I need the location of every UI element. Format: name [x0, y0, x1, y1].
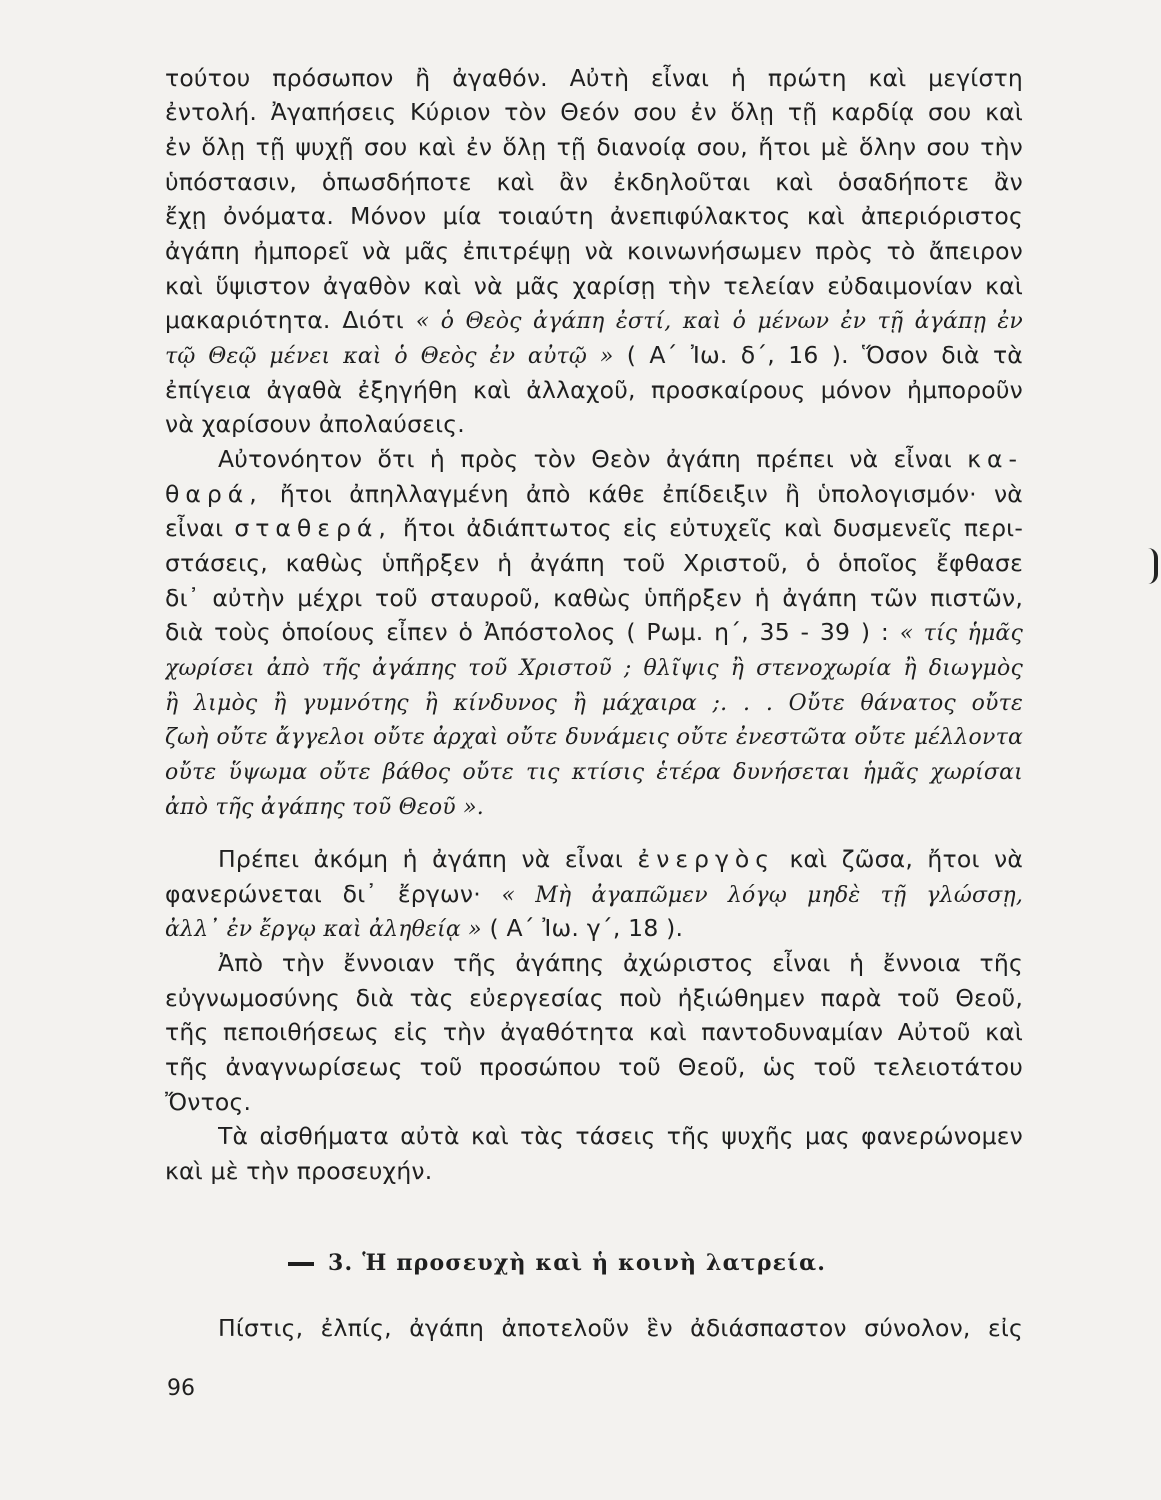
text-line: νὰ χαρίσουν ἀπολαύσεις.	[165, 410, 465, 438]
text-line: φανερώνεται δι᾽ ἔργων· « Μὴ ἀγαπῶμεν λόγῳ μηδὲ τῇ γλώσσῃ,	[165, 880, 1023, 908]
text-line	[165, 686, 1023, 718]
text-line: τῷ Θεῷ μένει καὶ ὁ Θεὸς ἐν αὐτῷ » ( Α΄ Ἰω. δ΄, 16 ). Ὅσον διὰ τὰ	[165, 341, 1023, 369]
text-line	[165, 755, 1023, 787]
paragraph-start: Τὰ αἰσθήματα αὐτὰ καὶ τὰς τάσεις τῆς ψυχῆς μας φανερώνομεν	[218, 1122, 1023, 1150]
scripture-quote: χωρίσει ἀπὸ τῆς ἀγάπης τοῦ Χριστοῦ ; θλῖψις ἢ στενοχωρία ἢ διωγμὸς	[165, 656, 1023, 681]
scripture-quote: ἀλλ᾽ ἐν ἔργῳ καὶ ἀληθείᾳ »	[165, 917, 482, 942]
text-line: ἀγάπη ἠμπορεῖ νὰ μᾶς ἐπιτρέψῃ νὰ κοινωνήσωμεν πρὸς τὸ ἄπειρον	[165, 237, 1023, 265]
scripture-quote: « τίς ἡμᾶς	[899, 621, 1023, 646]
spaced-emphasis: σταθερά,	[234, 514, 392, 542]
dash-mark	[288, 1262, 314, 1266]
text-line	[165, 651, 1023, 683]
page-number: 96	[167, 1376, 195, 1401]
spaced-emphasis: ἐνεργὸς	[637, 845, 776, 873]
text-line: διὰ τοὺς ὁποίους εἶπεν ὁ Ἀπόστολος ( Ρωμ. η΄, 35 - 39 ) : « τίς ἡμᾶς	[165, 618, 1023, 646]
scripture-quote: ἢ λιμὸς ἢ γυμνότης ἢ κίνδυνος ἢ μάχαιρα ;. . . Οὔτε θάνατος οὔτε	[165, 691, 1023, 716]
scripture-quote: τῷ Θεῷ μένει καὶ ὁ Θεὸς ἐν αὐτῷ »	[165, 344, 614, 369]
text-line: καὶ μὲ τὴν προσευχήν.	[165, 1157, 433, 1185]
text-line: Ὄντος.	[165, 1088, 252, 1116]
scripture-quote: « Μὴ ἀγαπῶμεν λόγῳ μηδὲ τῇ γλώσσῃ,	[501, 883, 1023, 908]
paragraph-start: Ἀπὸ τὴν ἔννοιαν τῆς ἀγάπης ἀχώριστος εἶναι ἡ ἔννοια τῆς	[218, 949, 1023, 977]
scripture-quote: ἀπὸ τῆς ἀγάπης τοῦ Θεοῦ ».	[165, 795, 484, 820]
text-line: ἐντολή. Ἀγαπήσεις Κύριον τὸν Θεόν σου ἐν ὅλῃ τῇ καρδίᾳ σου καὶ	[165, 98, 1023, 126]
paragraph-start: Πίστις, ἐλπίς, ἀγάπη ἀποτελοῦν ἓν ἀδιάσπαστον σύνολον, εἰς	[218, 1314, 1023, 1342]
text-line: τῆς πεποιθήσεως εἰς τὴν ἀγαθότητα καὶ παντοδυναμίαν Αὐτοῦ καὶ	[165, 1018, 1023, 1046]
text-line	[165, 720, 1023, 752]
text-line: ὑπόστασιν, ὁπωσδήποτε καὶ ἂν ἐκδηλοῦται καὶ ὁσαδήποτε ἂν	[165, 168, 1023, 196]
text-line: τῆς ἀναγνωρίσεως τοῦ προσώπου τοῦ Θεοῦ, ὡς τοῦ τελειοτάτου	[165, 1053, 1023, 1081]
text-line: θαρά, ἤτοι ἀπηλλαγμένη ἀπὸ κάθε ἐπίδειξιν ἢ ὑπολογισμόν· νὰ	[165, 480, 1023, 508]
text-line: τούτου πρόσωπον ἢ ἀγαθόν. Αὐτὴ εἶναι ἡ πρώτη καὶ μεγίστη	[165, 64, 1023, 92]
text-line: ἐν ὅλῃ τῇ ψυχῇ σου καὶ ἐν ὅλῃ τῇ διανοίᾳ σου, ἤτοι μὲ ὅλην σου τὴν	[165, 133, 1023, 161]
spaced-emphasis: κα-	[967, 445, 1023, 473]
text-line: καὶ ὕψιστον ἀγαθὸν καὶ νὰ μᾶς χαρίσῃ τὴν τελείαν εὐδαιμονίαν καὶ	[165, 272, 1023, 300]
scripture-quote: « ὁ Θεὸς ἀγάπη ἐστί, καὶ ὁ μένων ἐν τῇ ἀγάπῃ ἐν	[415, 309, 1023, 334]
text-line: στάσεις, καθὼς ὑπῆρξεν ἡ ἀγάπη τοῦ Χριστοῦ, ὁ ὁποῖος ἔφθασε	[165, 549, 1023, 577]
scan-edge-mark	[1148, 548, 1158, 584]
section-heading: 3. Ἡ προσευχὴ καὶ ἡ κοινὴ λατρεία.	[288, 1250, 826, 1276]
text-line: ἐπίγεια ἀγαθὰ ἐξηγήθη καὶ ἀλλαχοῦ, προσκαίρους μόνον ἠμποροῦν	[165, 376, 1023, 404]
text-line: εὐγνωμοσύνης διὰ τὰς εὐεργεσίας ποὺ ἠξιώθημεν παρὰ τοῦ Θεοῦ,	[165, 984, 1023, 1012]
spaced-emphasis: θαρά,	[165, 480, 263, 508]
paragraph-start: Πρέπει ἀκόμη ἡ ἀγάπη νὰ εἶναι ἐνεργὸς καὶ ζῶσα, ἤτοι νὰ	[218, 845, 1023, 873]
text-line: δι᾽ αὐτὴν μέχρι τοῦ σταυροῦ, καθὼς ὑπῆρξεν ἡ ἀγάπη τῶν πιστῶν,	[165, 584, 1023, 612]
text-line: ἔχῃ ὀνόματα. Μόνον μία τοιαύτη ἀνεπιφύλακτος καὶ ἀπεριόριστος	[165, 202, 1023, 230]
paragraph-start: Αὐτονόητον ὅτι ἡ πρὸς τὸν Θεὸν ἀγάπη πρέπει νὰ εἶναι κα-	[218, 445, 1023, 473]
scripture-quote: ζωὴ οὔτε ἄγγελοι οὔτε ἀρχαὶ οὔτε δυνάμεις οὔτε ἐνεστῶτα οὔτε μέλλοντα	[165, 725, 1023, 750]
text-line: εἶναι σταθερά, ἤτοι ἀδιάπτωτος εἰς εὐτυχεῖς καὶ δυσμενεῖς περι-	[165, 514, 1023, 542]
text-line	[165, 790, 1023, 822]
text-line: μακαριότητα. Διότι « ὁ Θεὸς ἀγάπη ἐστί, καὶ ὁ μένων ἐν τῇ ἀγάπῃ ἐν	[165, 306, 1023, 334]
text-line: ἀλλ᾽ ἐν ἔργῳ καὶ ἀληθείᾳ » ( Α΄ Ἰω. γ΄, 18 ).	[165, 914, 684, 942]
scripture-quote: οὔτε ὕψωμα οὔτε βάθος οὔτε τις κτίσις ἑτέρα δυνήσεται ἡμᾶς χωρίσαι	[165, 760, 1023, 785]
